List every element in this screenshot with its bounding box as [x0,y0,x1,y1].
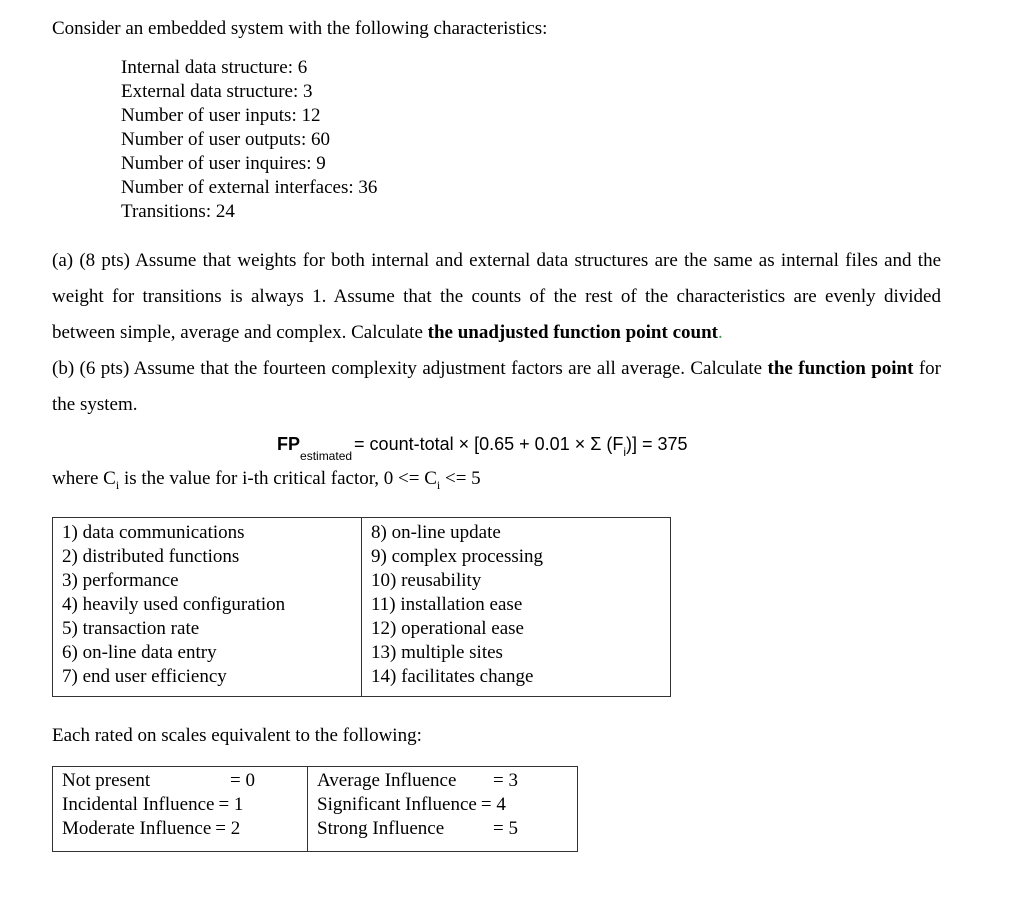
part-a-bold: the unadjusted function point count [427,322,718,343]
fp-formula: $FP_{estimated}=$ count-total × [0.65 + 0.01 × Σ $(F_i)] = 375$ [277,434,688,463]
scales-left-column [53,767,308,852]
characteristic-item: Number of user inputs: 12 [121,105,321,126]
scale-item: Strong Influence = 5 [317,818,518,839]
factors-right-column [362,518,671,697]
part-a: (a) (8 pts) Assume that weights for both internal and external data structures are the same as internal files and the weight for transitions is always 1. Assume that the counts of the rest of the characteristics are evenly divided between simple, average and complex. Calculate the unadjusted function point count. [52,250,941,343]
factor-item: 12) operational ease [371,618,524,639]
characteristic-item: Number of user outputs: 60 [121,129,330,150]
factor-item: 14) facilitates change [371,666,534,687]
scale-item: Incidental Influence = 1 [62,794,244,815]
factor-item: 10) reusability [371,570,482,591]
scales-table [52,766,578,852]
characteristic-item: Number of user inquires: 9 [121,153,326,174]
characteristic-item: Transitions: 24 [121,201,235,222]
where-clause: where $C_i$ is the value for i-th critical factor, $0 <= C_i <= 5$ [52,468,481,492]
factor-item: 7) end user efficiency [62,666,227,687]
factors-left-column [53,518,362,697]
factor-item: 4) heavily used configuration [62,594,286,615]
characteristic-item: External data structure: 3 [121,81,313,102]
factor-item: 6) on-line data entry [62,642,217,663]
factor-item: 2) distributed functions [62,546,240,567]
factor-item: 8) on-line update [371,522,501,543]
scale-item: Moderate Influence = 2 [62,818,241,839]
characteristic-item: Number of external interfaces: 36 [121,177,378,198]
characteristics-list [121,56,377,224]
scale-item: Not present = 0 [62,770,255,791]
part-b: (b) (6 pts) Assume that the fourteen complexity adjustment factors are all average. Calculate the function point for the system. [52,358,942,415]
part-b-bold: the function point [767,358,914,379]
scale-item: Average Influence = 3 [317,770,518,791]
factor-item: 5) transaction rate [62,618,200,639]
characteristic-item: Internal data structure: 6 [121,57,308,78]
factors-table [52,517,671,697]
factor-item: 9) complex processing [371,546,544,567]
factor-item: 13) multiple sites [371,642,503,663]
scales-right-column [308,767,578,852]
intro-text: Consider an embedded system with the following characteristics: [52,18,548,39]
factor-item: 1) data communications [62,522,245,543]
factor-item: 11) installation ease [371,594,523,615]
questions [52,243,941,423]
factor-item: 3) performance [62,570,179,591]
scales-title: Each rated on scales equivalent to the following: [52,725,422,746]
scale-item: Significant Influence = 4 [317,794,506,815]
